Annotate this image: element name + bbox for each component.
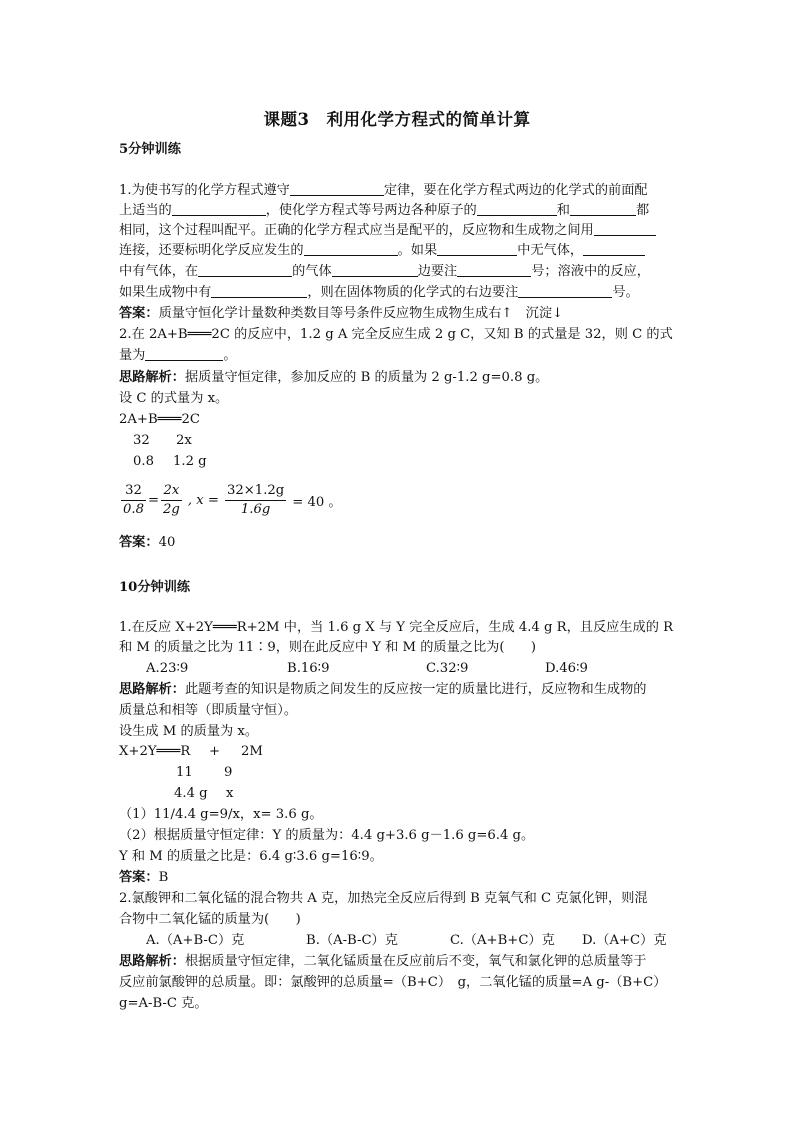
answer-blank[interactable] (290, 181, 384, 196)
q1-line-1 (119, 181, 648, 201)
answer-blank[interactable] (304, 241, 398, 256)
section-heading-5min: 5分钟训练 (119, 142, 181, 157)
fraction (121, 482, 146, 519)
p1-step-4a: 4.4 g (174, 786, 208, 801)
answer-blank[interactable] (198, 262, 292, 277)
answer-blank[interactable] (332, 262, 418, 277)
p1-option-c[interactable]: C.32∶9 (426, 661, 469, 676)
p1-option-b[interactable]: B.16∶9 (287, 661, 330, 676)
q1-text: 。如果 (397, 243, 438, 258)
answer-blank[interactable] (211, 283, 307, 298)
variable-x: , x = (187, 492, 219, 508)
fraction (161, 482, 182, 519)
q1-text: 相同，这个过程叫配平。正确的化学方程式应当是配平的，反应物和生成物之间用 (119, 223, 594, 238)
numerator: 2x (161, 482, 182, 501)
p2-analysis-2: 反应前氯酸钾的总质量。即：氯酸钾的总质量=（B+C） g，二氧化锰的质量=A g-（B+C） (119, 975, 667, 990)
q1-answer (119, 304, 563, 324)
p2-line-2: 合物中二氧化锰的质量为( ) (119, 912, 301, 927)
denominator: 2g (163, 501, 180, 517)
analysis-label: 思路解析： (119, 954, 185, 969)
q1-text: 定律，要在化学方程式两边的化学式的前面配 (383, 183, 648, 198)
q1-text: 号。 (612, 285, 639, 300)
equals-sign: = (147, 492, 160, 508)
p1-step-4b: x (226, 786, 234, 801)
p2-analysis-1 (119, 952, 647, 972)
analysis-label: 思路解析： (119, 370, 185, 385)
q1-text: 边要注 (417, 264, 458, 279)
q1-text: ，则在固体物质的化学式的右边要注 (307, 285, 519, 300)
p1-option-d[interactable]: D.46∶9 (545, 661, 588, 676)
p1-step-2b: + (209, 744, 221, 759)
p1-step-2a: X+2Y═══R (119, 744, 191, 759)
p1-step-3a: 11 (176, 765, 193, 780)
p1-step-6: （2）根据质量守恒定律：Y 的质量为：4.4 g+3.6 g－1.6 g=6.4 g。 (119, 828, 535, 843)
answer-blank[interactable] (570, 201, 636, 216)
q2-step-4b: 1.2 g (173, 454, 207, 469)
p1-answer (119, 868, 168, 888)
p2-analysis-3: g=A-B-C 克。 (119, 996, 208, 1011)
p1-line-1: 1.在反应 X+2Y═══R+2M 中，当 1.6 g X 与 Y 完全反应后，生成 4.4 g R，且反应生成的 R (119, 620, 674, 635)
p1-option-a[interactable]: A.23∶9 (146, 661, 189, 676)
q2-step-2: 2A+B═══2C (119, 412, 200, 427)
p1-line-2: 和 M 的质量之比为 11∶9，则在此反应中 Y 和 M 的质量之比为( ) (119, 640, 537, 655)
q1-text: 中无气体， (517, 243, 584, 258)
p1-analysis-2: 质量总和相等（即质量守恒）。 (119, 703, 298, 718)
p1-step-1: 设生成 M 的质量为 x。 (119, 724, 259, 739)
q2-answer (119, 533, 175, 553)
q1-line-2 (119, 201, 649, 221)
p2-line-1: 2.氯酸钾和二氧化锰的混合物共 A 克，加热完全反应后得到 B 克氧气和 C 克氯化钾，则混 (119, 891, 648, 906)
q1-text: 和 (556, 203, 570, 218)
q1-text: 连接，还要标明化学反应发生的 (119, 243, 304, 258)
analysis-text: 根据质量守恒定律，二氧化锰质量在反应前后不变，氧气和氯化钾的总质量等于 (184, 954, 647, 969)
q1-line-3 (119, 221, 656, 241)
q1-text: 的气体 (292, 264, 332, 279)
q2-step-3b: 2x (176, 433, 192, 448)
q2-equation (119, 478, 342, 522)
answer-text: 质量守恒化学计量数种类数目等号条件反应物生成物生成右↑ 沉淀↓ (158, 306, 564, 321)
answer-blank[interactable] (583, 241, 645, 256)
analysis-text: 据质量守恒定律，参加反应的 B 的质量为 2 g-1.2 g=0.8 g。 (184, 370, 549, 385)
q1-text: 号；溶液中的反应， (531, 264, 650, 279)
answer-label: 答案： (119, 535, 159, 550)
answer-blank[interactable] (172, 201, 266, 216)
denominator: 1.6g (240, 501, 271, 517)
q1-text: ，使化学方程式等号两边各种原子的 (265, 203, 477, 218)
p1-step-3b: 9 (224, 765, 233, 780)
q2-line-2 (119, 346, 237, 366)
answer-blank[interactable] (594, 221, 656, 236)
answer-text: B (158, 870, 169, 885)
answer-label: 答案： (119, 306, 159, 321)
result-text: = 40 。 (292, 494, 342, 510)
answer-blank[interactable] (518, 283, 612, 298)
p1-step-5: （1）11/4.4 g=9/x，x= 3.6 g。 (119, 807, 323, 822)
answer-text: 40 (158, 535, 176, 550)
answer-blank[interactable] (457, 262, 531, 277)
q2-analysis (119, 368, 548, 388)
q1-text: 都 (635, 203, 650, 218)
q1-line-6 (119, 283, 639, 303)
q2-step-1: 设 C 的式量为 x。 (119, 391, 229, 406)
p1-step-2c: 2M (241, 744, 263, 759)
q2-step-3a: 32 (133, 433, 150, 448)
q1-text: 1.为使书写的化学方程式遵守 (119, 183, 290, 198)
q1-text: 中有气体，在 (119, 264, 199, 279)
denominator: 0.8 (123, 501, 144, 517)
q2-line-1: 2.在 2A+B═══2C 的反应中，1.2 g A 完全反应生成 2 g C，又知 B 的式量是 32，则 C 的式 (119, 327, 673, 342)
numerator: 32×1.2g (225, 482, 286, 501)
q2-step-4a: 0.8 (133, 454, 154, 469)
p1-analysis-1 (119, 680, 647, 700)
analysis-label: 思路解析： (119, 682, 185, 697)
section-heading-10min: 10分钟训练 (119, 580, 191, 595)
q2-text: 。 (223, 348, 237, 363)
p2-option-c[interactable]: C.（A+B+C）克 (450, 933, 555, 948)
p2-option-a[interactable]: A.（A+B-C）克 (146, 933, 245, 948)
fraction (225, 482, 286, 519)
numerator: 32 (121, 482, 146, 501)
p2-option-b[interactable]: B.（A-B-C）克 (306, 933, 398, 948)
q2-text: 量为 (119, 348, 146, 363)
answer-blank[interactable] (145, 346, 223, 361)
p1-step-7: Y 和 M 的质量之比是：6.4 g∶3.6 g=16∶9。 (119, 849, 383, 864)
q1-text: 上适当的 (119, 203, 172, 218)
page-title: 课题3 利用化学方程式的简单计算 (263, 110, 531, 129)
answer-blank[interactable] (437, 241, 517, 256)
analysis-text: 此题考查的知识是物质之间发生的反应按一定的质量比进行，反应物和生成物的 (184, 682, 647, 697)
p2-option-d[interactable]: D.（A+C）克 (582, 933, 667, 948)
q1-text: 如果生成物中有 (119, 285, 212, 300)
q1-line-5 (119, 262, 650, 282)
answer-label: 答案： (119, 870, 159, 885)
answer-blank[interactable] (477, 201, 557, 216)
q1-line-4 (119, 241, 645, 261)
